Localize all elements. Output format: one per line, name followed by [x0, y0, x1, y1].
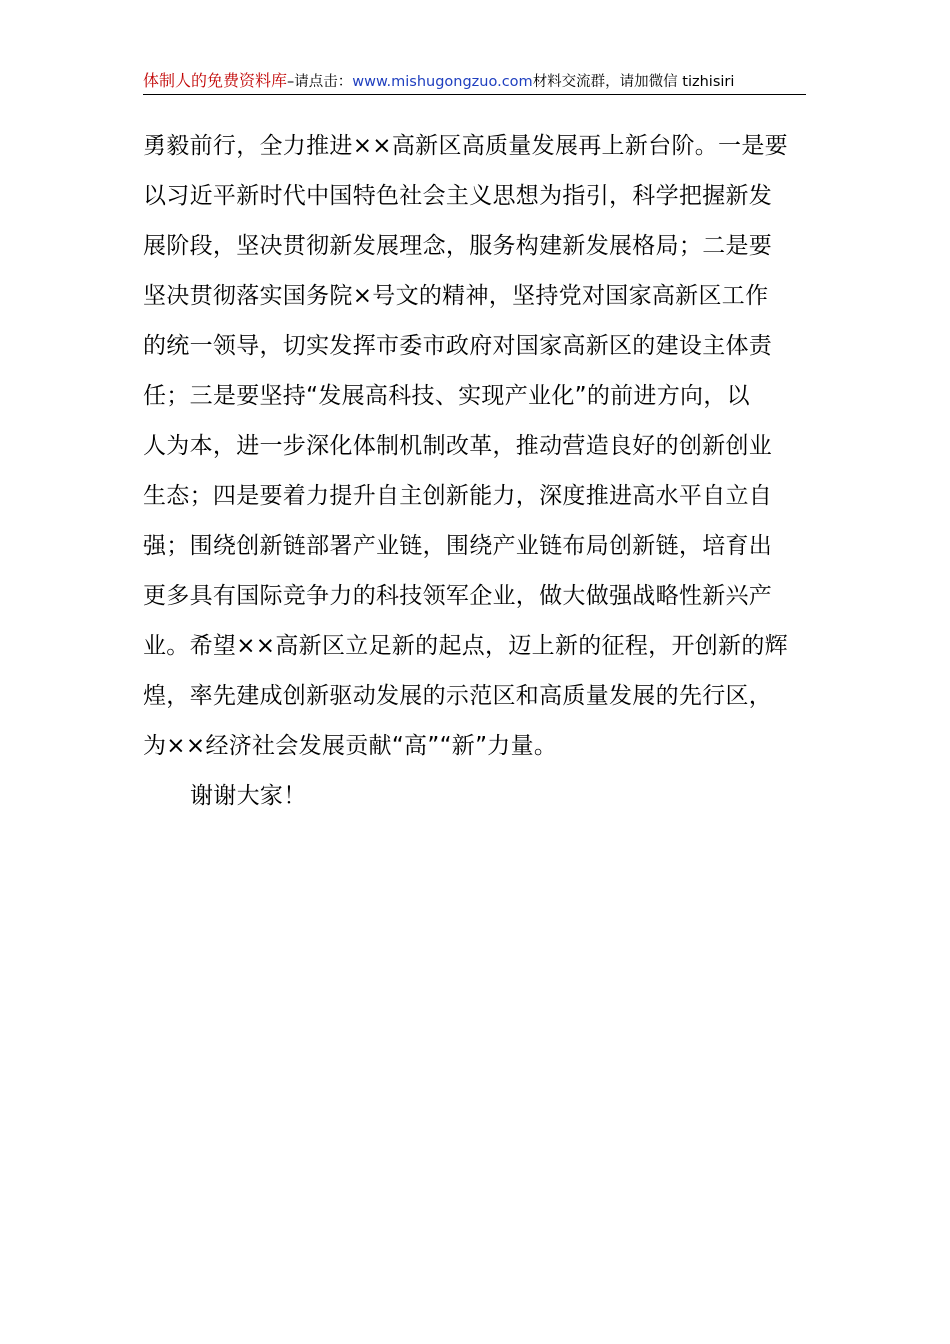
page-header [143, 68, 806, 95]
body-line-5: 的统一领导，切实发挥市委市政府对国家高新区的建设主体责 [143, 333, 773, 359]
header-url-link[interactable]: www.mishugongzuo.com [352, 74, 533, 90]
header-suffix: 材料交流群，请加微信 tizhisiri [532, 74, 735, 90]
body-line-4: 坚决贯彻落实国务院×号文的精神，坚持党对国家高新区工作 [143, 283, 769, 309]
header-brand: 体制人的免费资料库 [143, 71, 288, 90]
body-line-13: 为××经济社会发展贡献“高”“新”力量。 [143, 733, 558, 759]
document-body [143, 121, 808, 821]
body-line-2: 以习近平新时代中国特色社会主义思想为指引，科学把握新发 [143, 183, 773, 209]
body-line-6: 任；三是要坚持“发展高科技、实现产业化”的前进方向，以 [143, 383, 750, 409]
header-prompt: –请点击： [287, 74, 353, 90]
body-line-9: 强；围绕创新链部署产业链，围绕产业链布局创新链，培育出 [143, 533, 773, 559]
body-line-8: 生态；四是要着力提升自主创新能力，深度推进高水平自立自 [143, 483, 773, 509]
body-line-1: 勇毅前行，全力推进××高新区高质量发展再上新台阶。一是要 [143, 133, 788, 159]
body-line-11: 业。希望××高新区立足新的起点，迈上新的征程，开创新的辉 [143, 633, 788, 659]
body-line-7: 人为本，进一步深化体制机制改革，推动营造良好的创新创业 [143, 433, 773, 459]
body-line-3: 展阶段，坚决贯彻新发展理念，服务构建新发展格局；二是要 [143, 233, 773, 259]
body-line-10: 更多具有国际竞争力的科技领军企业，做大做强战略性新兴产 [143, 583, 773, 609]
closing-line: 谢谢大家！ [190, 783, 307, 809]
body-line-12: 煌，率先建成创新驱动发展的示范区和高质量发展的先行区， [143, 683, 773, 709]
